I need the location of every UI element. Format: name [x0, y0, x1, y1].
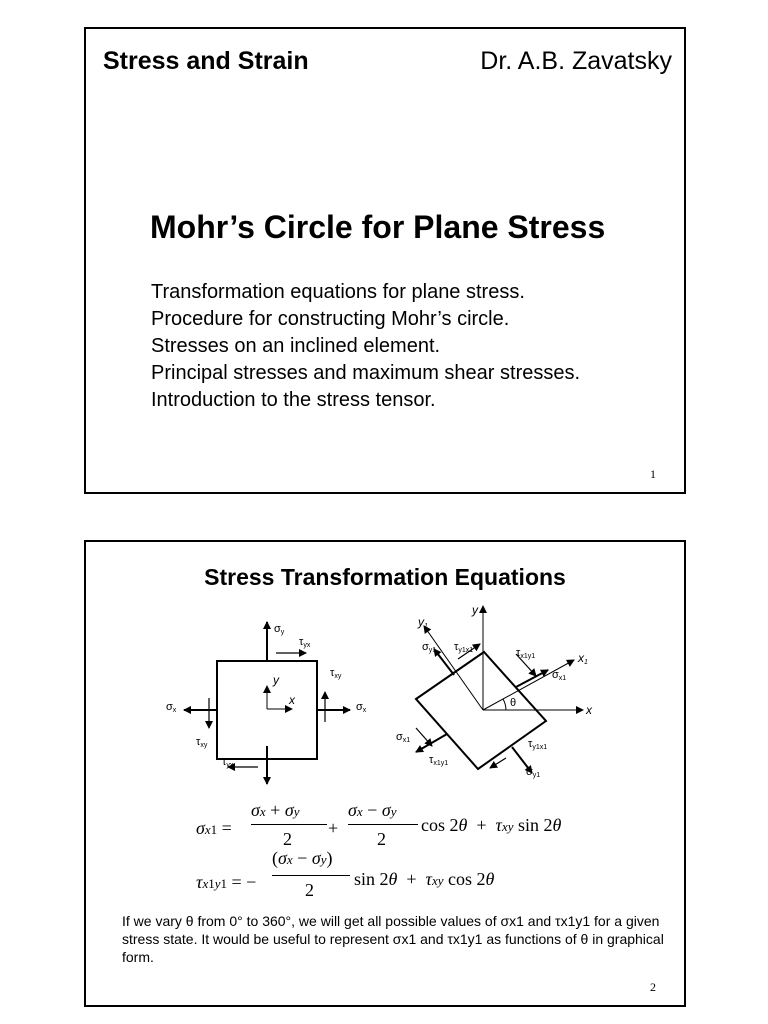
svg-text:τy1x1: τy1x1 — [454, 641, 474, 654]
svg-text:τyx: τyx — [299, 636, 311, 649]
svg-text:τx1y1: τx1y1 — [516, 647, 536, 660]
svg-text:x: x — [586, 703, 592, 717]
svg-text:τxy: τxy — [330, 667, 342, 680]
page-number: 1 — [650, 467, 656, 481]
svg-text:y: y — [273, 673, 279, 687]
topic-item: Procedure for constructing Mohr’s circle. — [151, 308, 510, 330]
svg-text:σy1: σy1 — [526, 766, 541, 779]
svg-text:τxy: τxy — [196, 736, 208, 749]
svg-text:y1: y1 — [418, 615, 428, 630]
svg-text:x1: x1 — [578, 651, 588, 666]
slide-1 — [84, 27, 686, 494]
topic-item: Principal stresses and maximum shear stresses. — [151, 362, 581, 384]
svg-text:σx: σx — [166, 701, 177, 714]
svg-text:y: y — [472, 603, 478, 617]
svg-text:σy: σy — [274, 623, 285, 636]
stress-element-diagram — [86, 592, 686, 787]
topic-list — [151, 279, 580, 414]
slide-title: Stress Transformation Equations — [204, 564, 566, 590]
page-number: 2 — [650, 980, 656, 994]
svg-text:τyx: τyx — [222, 756, 234, 769]
slide-2: Stress Transformation Equations y x σy τyx τxy σx σx τxy τyx θ y y1 x1 x σy1 τy1x1 τx1y1 σx1 σx1 τy1x1 τx1y1 σy1 σx1 = σx + σy 2 + σx − σy 2 cos 2θ + τxy sin 2θ τx1y1 = − (σx − σy) 2 sin 2θ + τxy cos 2θ If we vary θ from 0° to 360°, we will get all possible values of σx1 and τx1y1 for a given stress state. It would be useful to represent σx1 and τx1y1 as functions of θ in graphical form. 2 — [84, 540, 686, 1007]
author-name: Dr. A.B. Zavatsky — [480, 47, 672, 75]
slide-title: Mohr’s Circle for Plane Stress — [150, 209, 606, 245]
svg-text:τx1y1: τx1y1 — [429, 754, 449, 767]
svg-text:θ: θ — [510, 697, 517, 709]
svg-text:τy1x1: τy1x1 — [528, 738, 548, 751]
course-title: Stress and Strain — [103, 47, 309, 75]
topic-item: Transformation equations for plane stress. — [151, 281, 525, 303]
original-element — [166, 622, 367, 784]
topic-item: Introduction to the stress tensor. — [151, 389, 436, 411]
svg-text:σx: σx — [356, 701, 367, 714]
rotated-element — [396, 603, 593, 779]
topic-item: Stresses on an inclined element. — [151, 335, 441, 357]
svg-text:σy1: σy1 — [422, 641, 437, 654]
svg-text:σx1: σx1 — [396, 731, 411, 744]
explanation-paragraph: If we vary θ from 0° to 360°, we will get all possible values of σx1 and τx1y1 for a given stress state. It would be useful to represent σx1 and τx1y1 as functions of θ in graphical form. — [122, 913, 664, 965]
svg-text:x: x — [289, 693, 295, 707]
svg-text:σx1: σx1 — [552, 669, 567, 682]
